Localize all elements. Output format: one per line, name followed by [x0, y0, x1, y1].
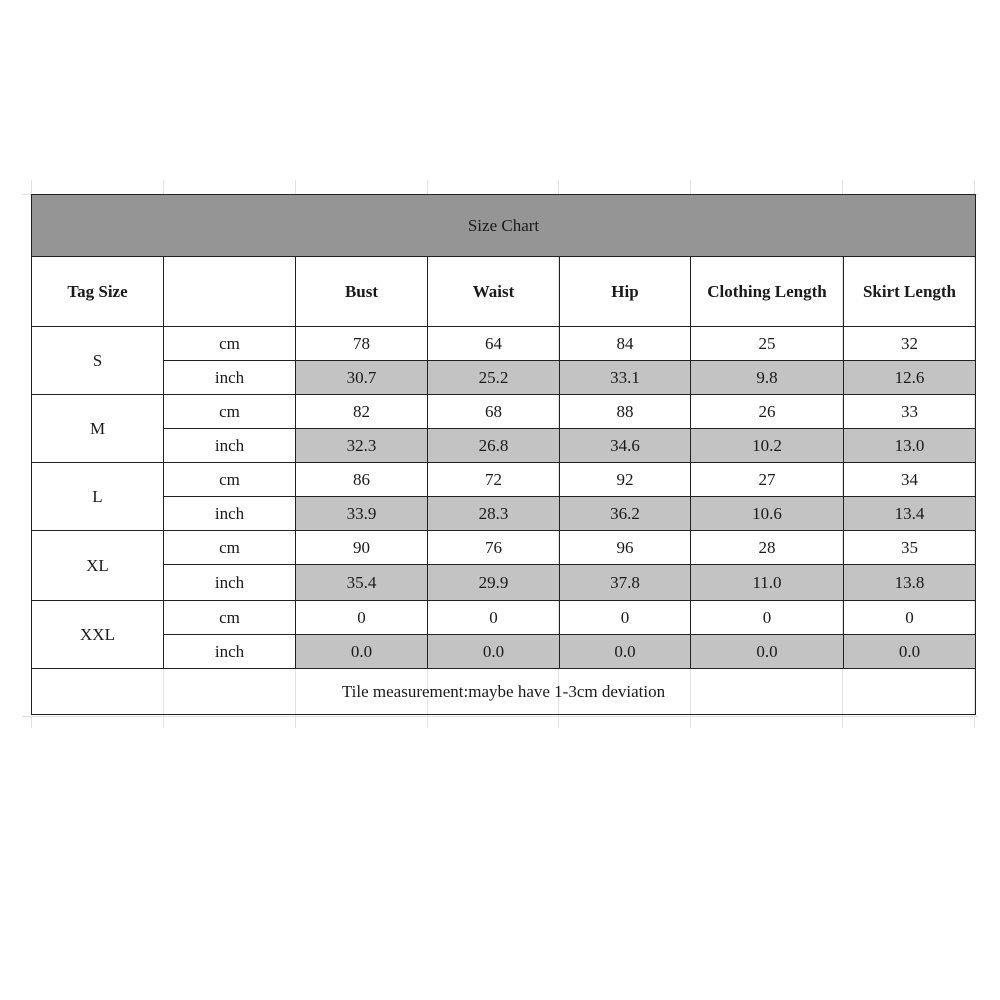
- header-row: [32, 257, 976, 327]
- cell-value: 12.6: [844, 361, 976, 395]
- cell-value: 96: [560, 531, 691, 565]
- unit-label: inch: [164, 497, 296, 531]
- cell-value: 0.0: [844, 635, 976, 669]
- header-unit: [164, 257, 296, 327]
- table-row: [32, 497, 976, 531]
- unit-label: inch: [164, 361, 296, 395]
- cell-value: 10.2: [691, 429, 844, 463]
- unit-label: cm: [164, 531, 296, 565]
- cell-value: 13.4: [844, 497, 976, 531]
- cell-value: 82: [296, 395, 428, 429]
- cell-value: 9.8: [691, 361, 844, 395]
- unit-label: cm: [164, 327, 296, 361]
- cell-value: 25: [691, 327, 844, 361]
- header-skirt-length: Skirt Length: [844, 257, 976, 327]
- gridline: [22, 716, 978, 717]
- cell-value: 88: [560, 395, 691, 429]
- table-row: [32, 601, 976, 635]
- cell-value: 0.0: [428, 635, 560, 669]
- cell-value: 13.0: [844, 429, 976, 463]
- header-clothing-length: Clothing Length: [691, 257, 844, 327]
- cell-value: 28.3: [428, 497, 560, 531]
- cell-value: 0: [691, 601, 844, 635]
- size-label: M: [32, 395, 164, 463]
- cell-value: 0: [428, 601, 560, 635]
- cell-value: 34: [844, 463, 976, 497]
- unit-label: cm: [164, 463, 296, 497]
- cell-value: 34.6: [560, 429, 691, 463]
- cell-value: 26: [691, 395, 844, 429]
- cell-value: 0.0: [296, 635, 428, 669]
- cell-value: 10.6: [691, 497, 844, 531]
- cell-value: 26.8: [428, 429, 560, 463]
- measurement-note: Tile measurement:maybe have 1-3cm deviation: [32, 669, 976, 715]
- header-tag-size: Tag Size: [32, 257, 164, 327]
- cell-value: 32: [844, 327, 976, 361]
- table-row: [32, 635, 976, 669]
- header-waist: Waist: [428, 257, 560, 327]
- cell-value: 64: [428, 327, 560, 361]
- table-row: [32, 327, 976, 361]
- size-chart-table: [31, 194, 976, 715]
- cell-value: 25.2: [428, 361, 560, 395]
- cell-value: 84: [560, 327, 691, 361]
- unit-label: inch: [164, 565, 296, 601]
- table-row: [32, 463, 976, 497]
- table-row: [32, 361, 976, 395]
- cell-value: 27: [691, 463, 844, 497]
- header-hip: Hip: [560, 257, 691, 327]
- chart-title: Size Chart: [32, 195, 976, 257]
- cell-value: 76: [428, 531, 560, 565]
- cell-value: 72: [428, 463, 560, 497]
- table-row: [32, 395, 976, 429]
- cell-value: 90: [296, 531, 428, 565]
- table-row: [32, 531, 976, 565]
- cell-value: 86: [296, 463, 428, 497]
- header-bust: Bust: [296, 257, 428, 327]
- cell-value: 0.0: [560, 635, 691, 669]
- size-label: S: [32, 327, 164, 395]
- cell-value: 28: [691, 531, 844, 565]
- cell-value: 78: [296, 327, 428, 361]
- table-row: [32, 565, 976, 601]
- cell-value: 30.7: [296, 361, 428, 395]
- cell-value: 0.0: [691, 635, 844, 669]
- cell-value: 0: [560, 601, 691, 635]
- cell-value: 0: [296, 601, 428, 635]
- cell-value: 0: [844, 601, 976, 635]
- cell-value: 33.1: [560, 361, 691, 395]
- cell-value: 92: [560, 463, 691, 497]
- cell-value: 13.8: [844, 565, 976, 601]
- cell-value: 33: [844, 395, 976, 429]
- cell-value: 37.8: [560, 565, 691, 601]
- size-label: XXL: [32, 601, 164, 669]
- size-label: XL: [32, 531, 164, 601]
- cell-value: 11.0: [691, 565, 844, 601]
- cell-value: 35.4: [296, 565, 428, 601]
- unit-label: cm: [164, 601, 296, 635]
- table-row: [32, 429, 976, 463]
- unit-label: inch: [164, 429, 296, 463]
- cell-value: 36.2: [560, 497, 691, 531]
- cell-value: 68: [428, 395, 560, 429]
- cell-value: 33.9: [296, 497, 428, 531]
- cell-value: 32.3: [296, 429, 428, 463]
- cell-value: 35: [844, 531, 976, 565]
- cell-value: 29.9: [428, 565, 560, 601]
- unit-label: cm: [164, 395, 296, 429]
- size-label: L: [32, 463, 164, 531]
- unit-label: inch: [164, 635, 296, 669]
